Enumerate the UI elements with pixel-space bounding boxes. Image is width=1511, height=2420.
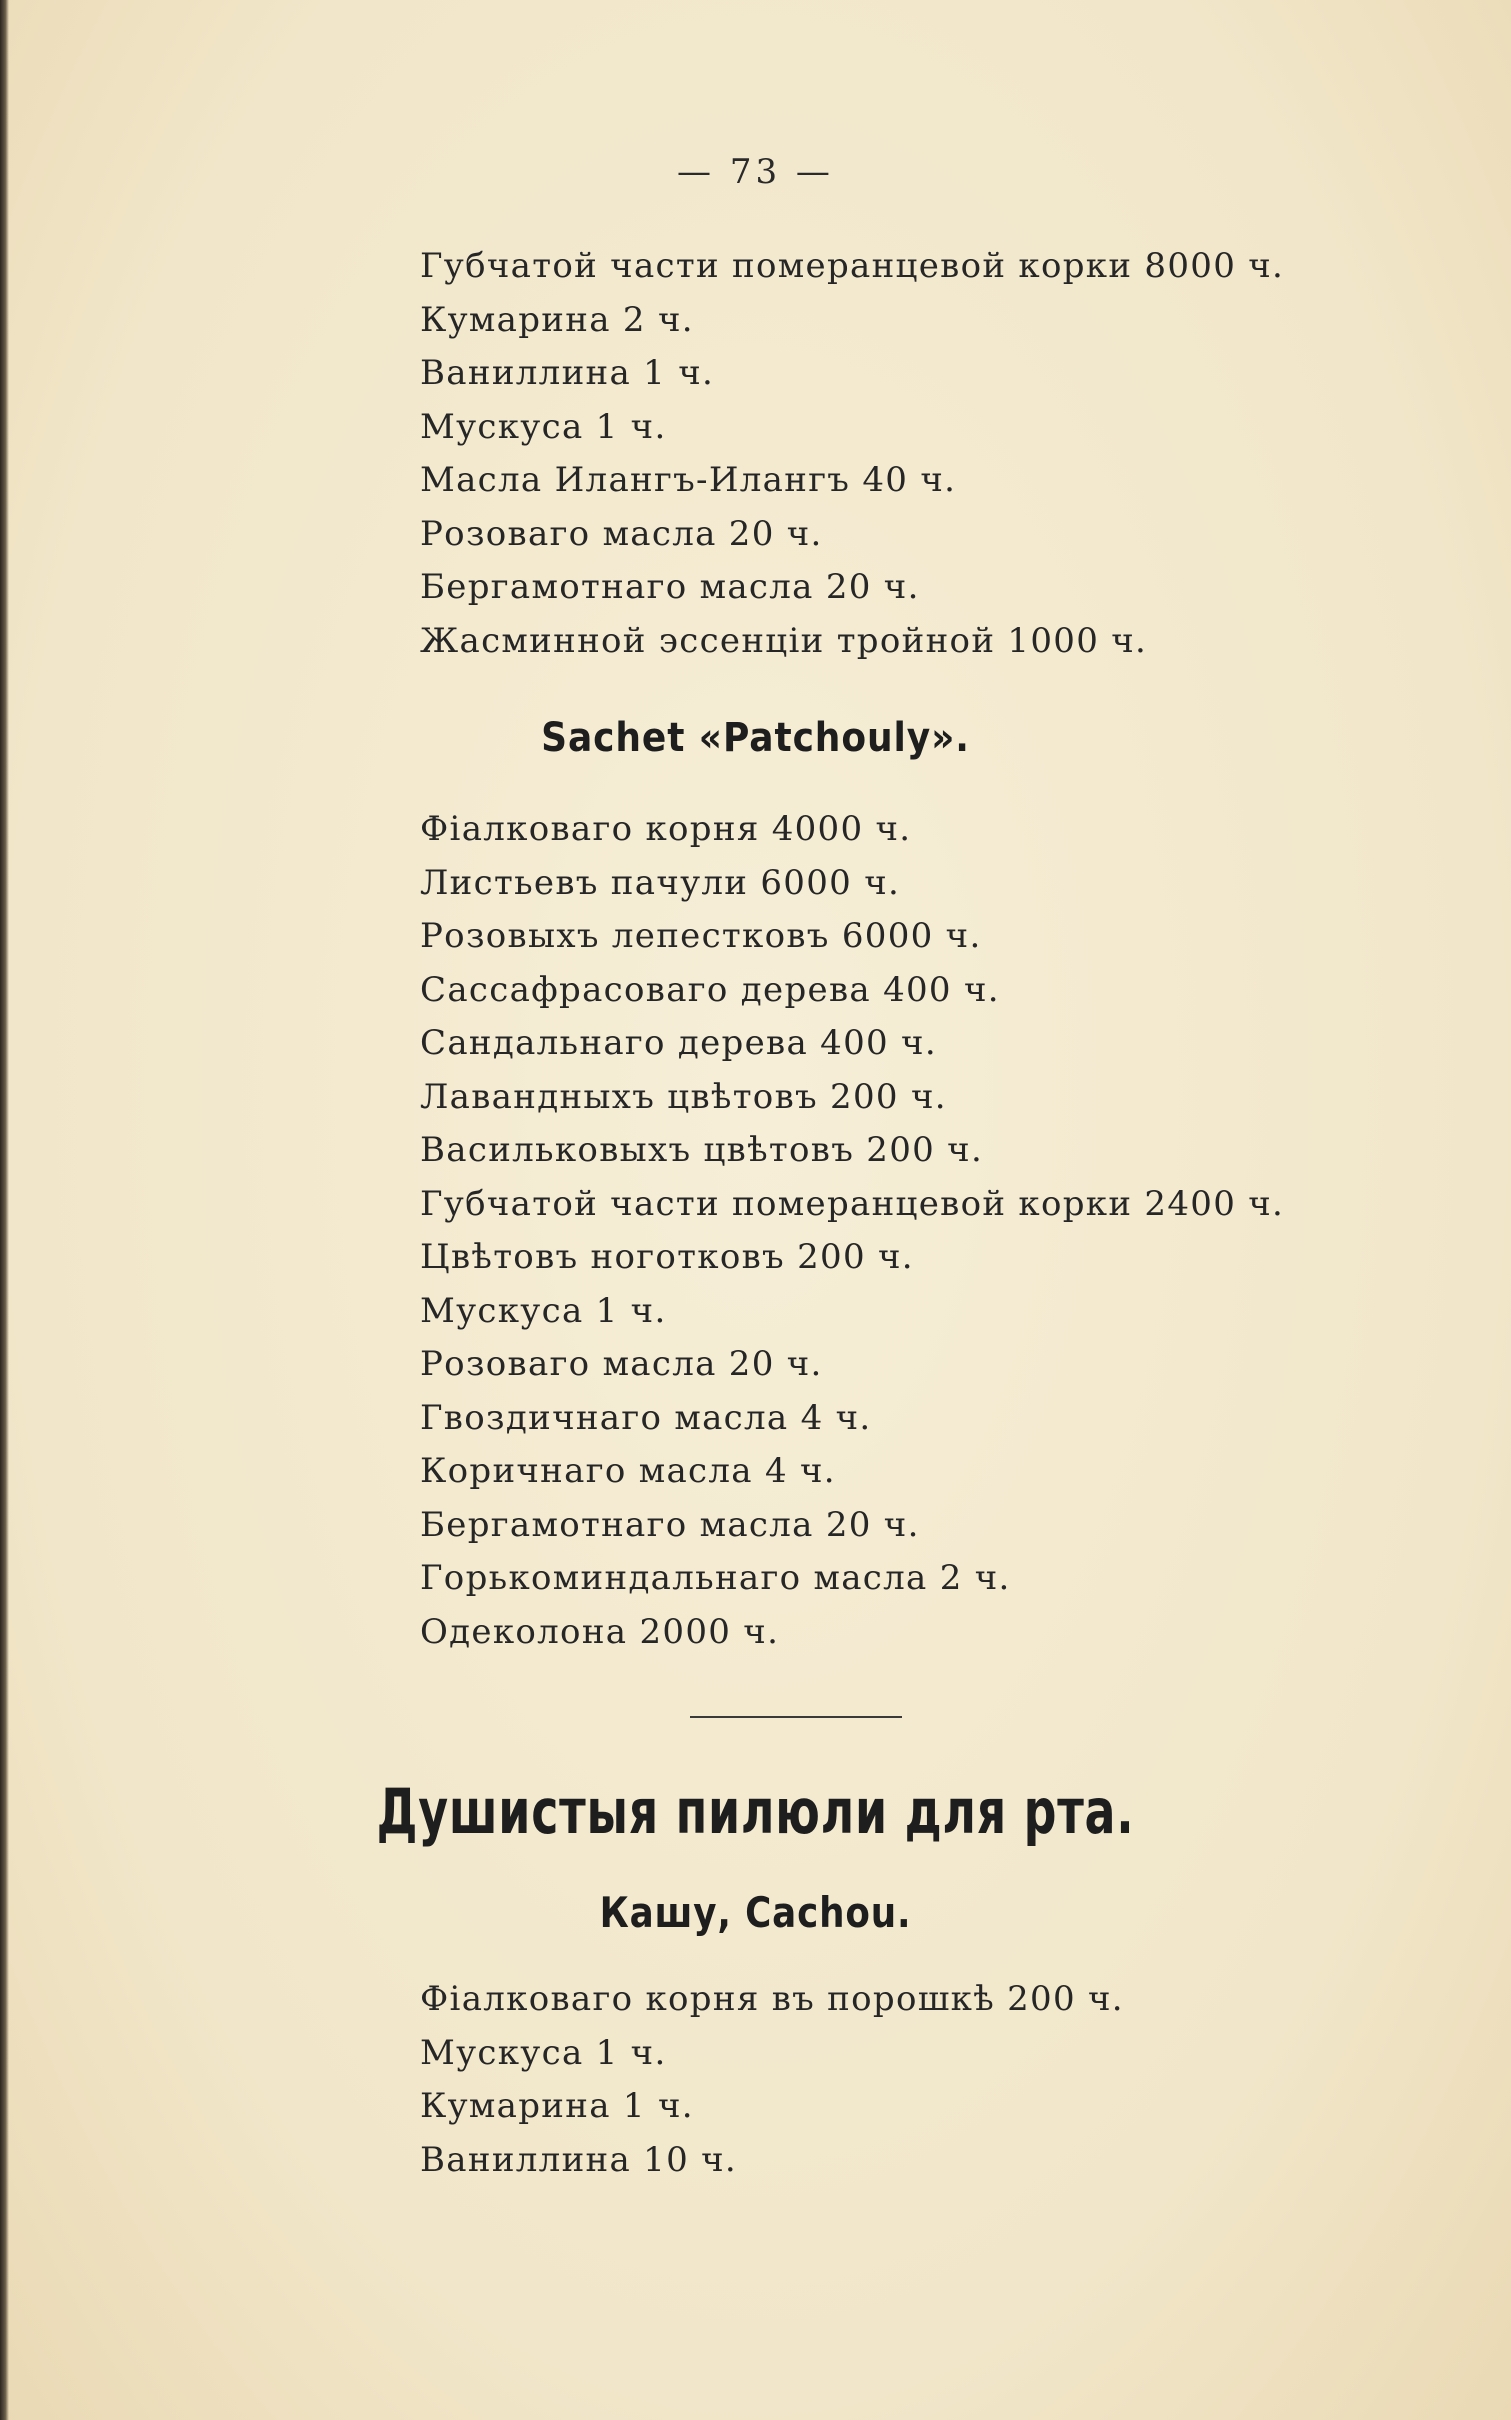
list-item: Розоваго масла 20 ч.	[420, 513, 823, 554]
list-item: Мускуса 1 ч.	[420, 1290, 667, 1331]
list-item: Листьевъ пачули 6000 ч.	[420, 862, 901, 903]
list-item: Мускуса 1 ч.	[420, 406, 667, 447]
list-item: Масла Илангъ-Илангъ 40 ч.	[420, 460, 957, 500]
list-item: Васильковыхъ цвѣтовъ 200 ч.	[420, 1130, 984, 1170]
recipe-continued-list	[420, 240, 1440, 668]
page-number: — 73 —	[677, 152, 834, 192]
sachet-ingredient-list	[420, 803, 1440, 1659]
list-item: Коричнаго масла 4 ч.	[420, 1451, 836, 1491]
section-divider	[690, 1716, 902, 1718]
cachou-ingredient-list	[420, 1973, 1440, 2187]
list-item: Мускуса 1 ч.	[420, 2032, 667, 2073]
list-item: Фіалковаго корня 4000 ч.	[420, 809, 912, 849]
list-item: Губчатой части померанцевой корки 2400 ч.	[420, 1183, 1285, 1224]
list-item: Сассафрасоваго дерева 400 ч.	[420, 969, 1000, 1010]
list-item: Ваниллина 10 ч.	[420, 2139, 738, 2180]
list-item: Одеколона 2000 ч.	[420, 1611, 780, 1652]
list-item: Розоваго масла 20 ч.	[420, 1344, 823, 1384]
list-item: Розовыхъ лепестковъ 6000 ч.	[420, 916, 982, 956]
list-item: Бергамотнаго масла 20 ч.	[420, 567, 920, 607]
list-item: Бергамотнаго масла 20 ч.	[420, 1504, 920, 1545]
list-item: Сандальнаго дерева 400 ч.	[420, 1023, 937, 1063]
list-item: Фіалковаго корня въ порошкѣ 200 ч.	[420, 1979, 1124, 2019]
list-item: Цвѣтовъ ноготковъ 200 ч.	[420, 1237, 914, 1277]
list-item: Горькоминдальнаго масла 2 ч.	[420, 1558, 1011, 1598]
list-item: Кумарина 2 ч.	[420, 299, 694, 340]
list-item: Лавандныхъ цвѣтовъ 200 ч.	[420, 1076, 947, 1117]
list-item: Губчатой части померанцевой корки 8000 ч.	[420, 246, 1285, 286]
sachet-heading: Sachet «Patchouly».	[541, 715, 970, 761]
list-item: Гвоздичнаго масла 4 ч.	[420, 1397, 872, 1438]
section-heading: Душистыя пилюли для рта.	[376, 1775, 1135, 1848]
list-item: Ваниллина 1 ч.	[420, 353, 715, 393]
cachou-heading: Кашу, Cachou.	[599, 1888, 912, 1937]
page-binding-edge	[0, 0, 9, 2420]
list-item: Жасминной эссенціи тройной 1000 ч.	[420, 620, 1148, 661]
list-item: Кумарина 1 ч.	[420, 2086, 694, 2126]
